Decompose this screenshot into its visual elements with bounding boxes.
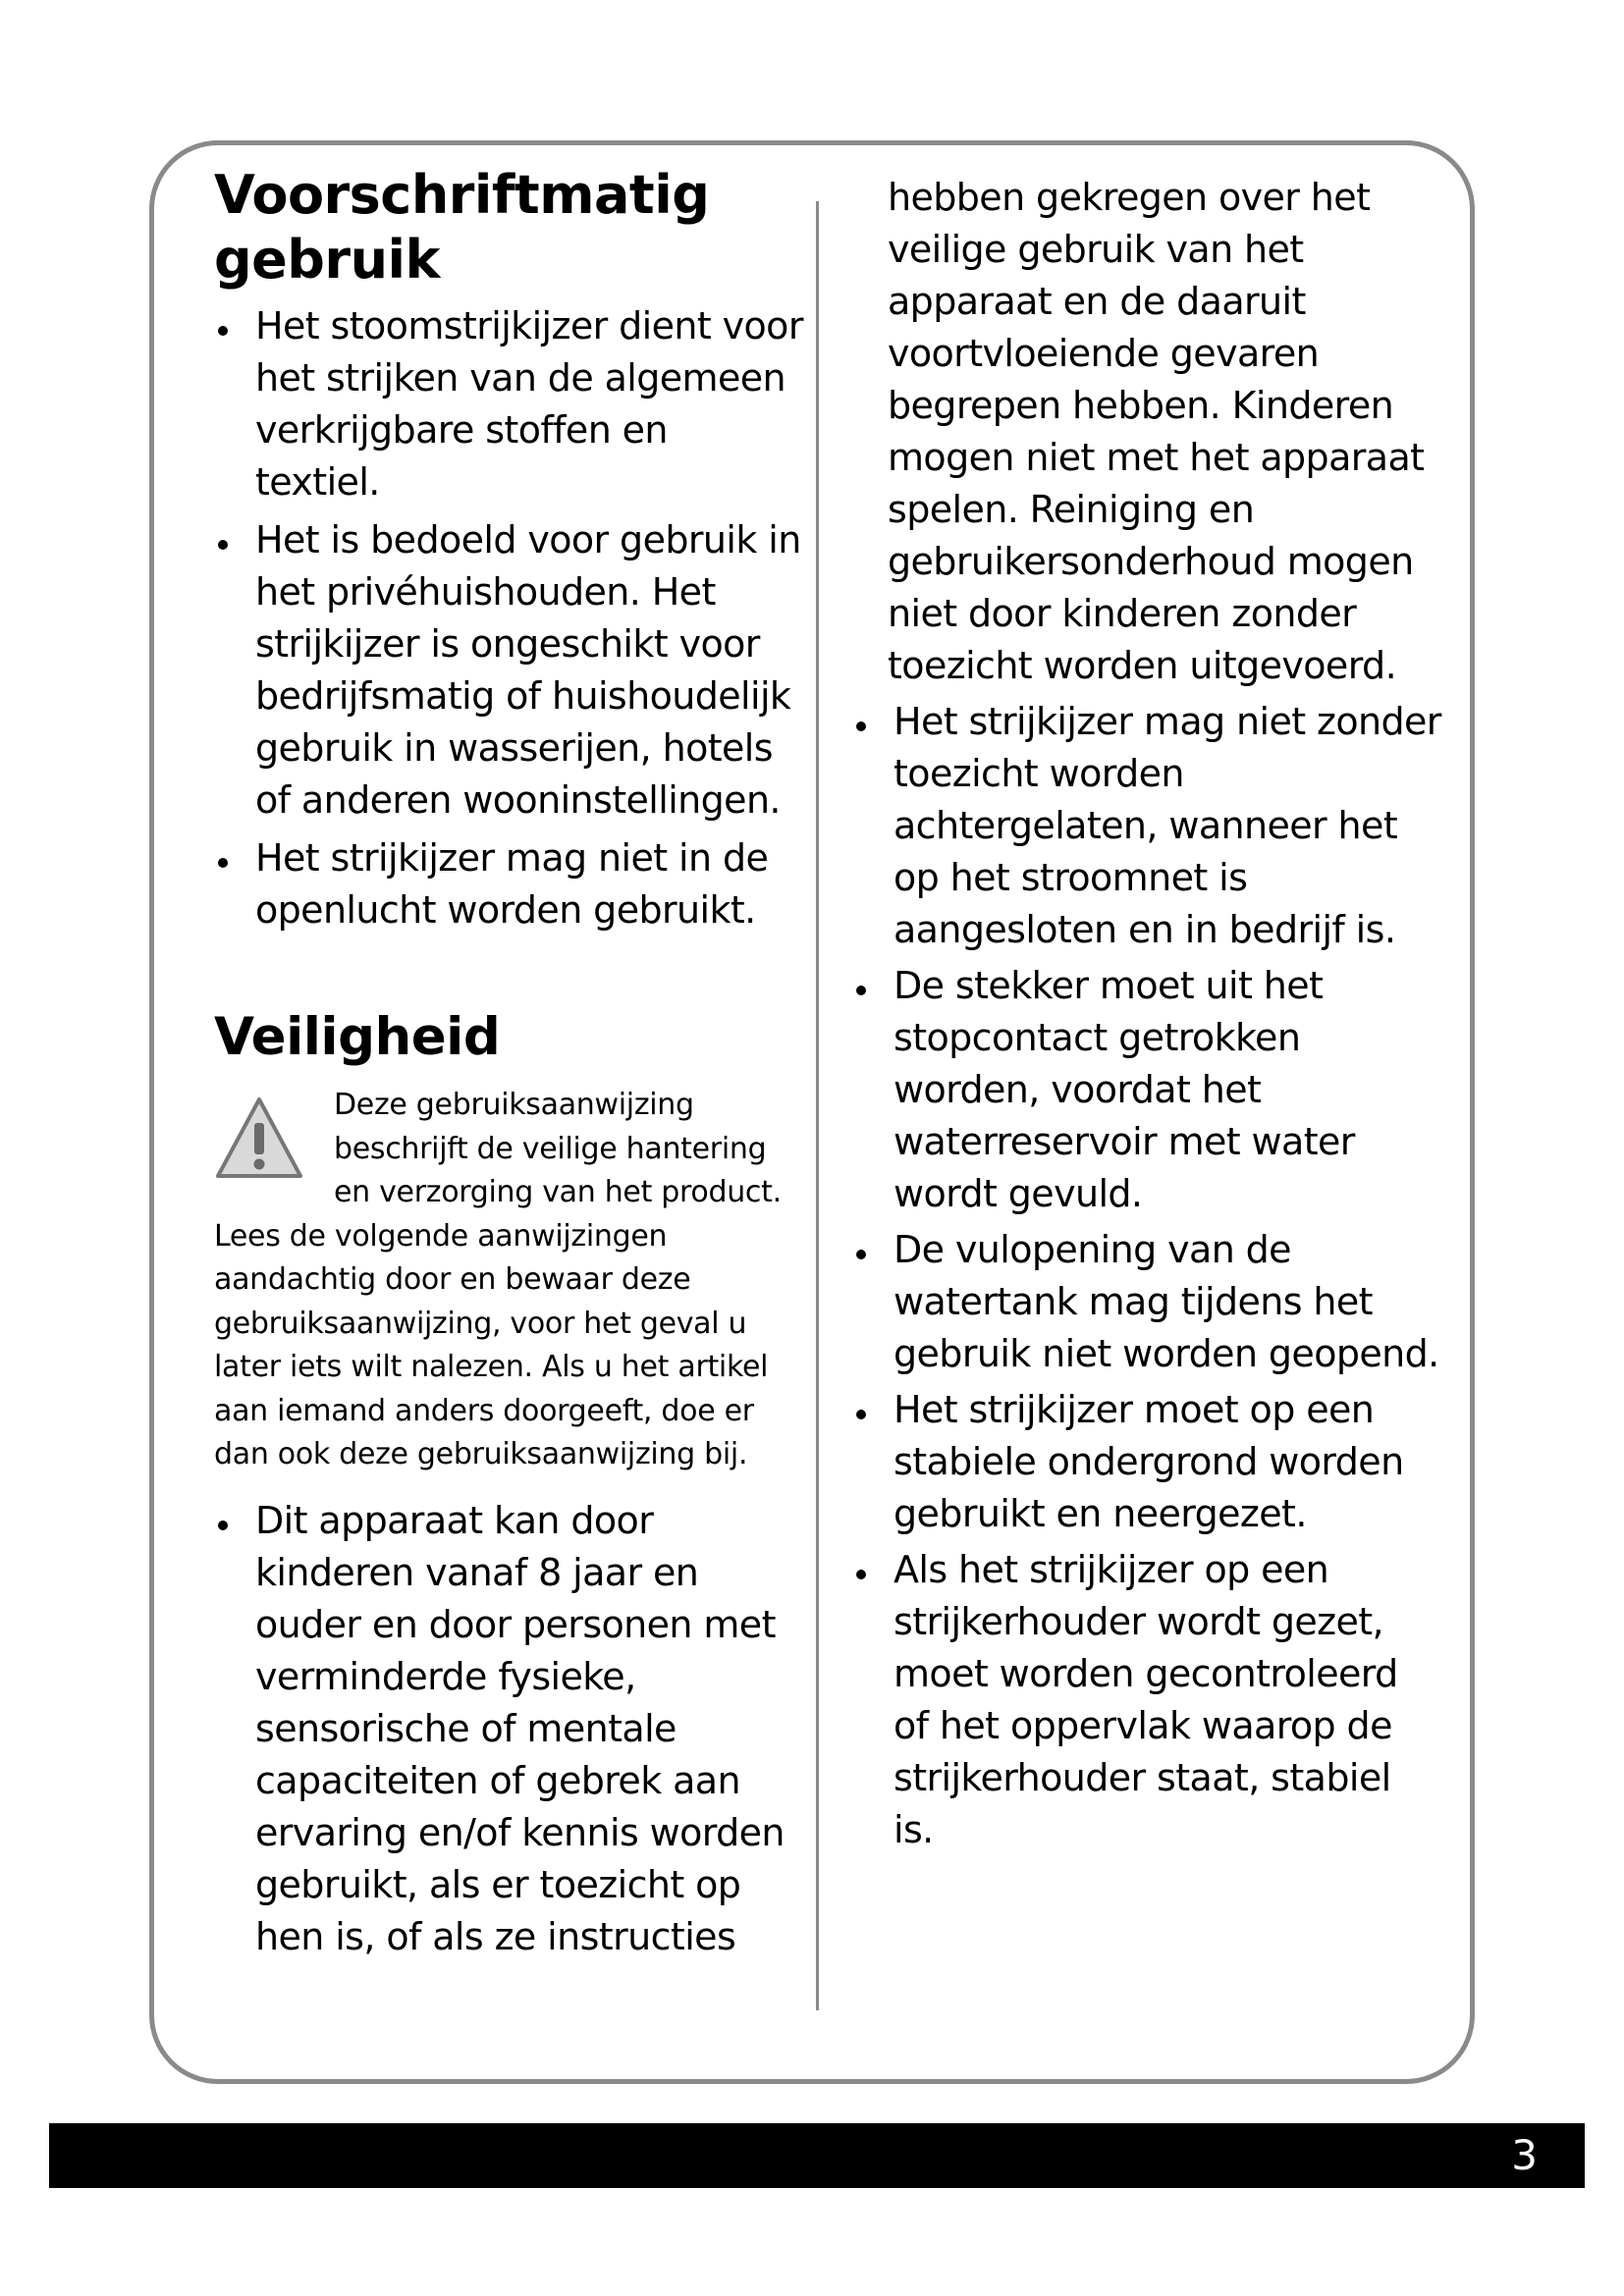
continued-paragraph: hebben gekregen over het veilige gebruik van het apparaat en de daaruit voortvloeiende gevaren begrepen hebben. Kinderen mogen niet met het apparaat spelen. Reiniging en gebruikersonderhoud mogen niet door kinderen zonder toezicht worden uitgevoerd. xyxy=(888,176,1425,687)
list-item: Het stoomstrijkijzer dient voor het strijken van de algemeen verkrijgbare stoffen en textiel. xyxy=(214,300,803,508)
list-item: De stekker moet uit het stopcontact getrokken worden, voordat het waterreservoir met water wordt gevuld. xyxy=(852,960,1441,1220)
list-item: Dit apparaat kan door kinderen vanaf 8 jaar en ouder en door personen met verminderde fysieke, sensorische of mentale capaciteiten of gebrek aan ervaring en/of kennis worden gebruikt, als er toezicht op hen is, of als ze instructies xyxy=(214,1495,803,1963)
safety-list-right xyxy=(852,696,1441,1856)
safety-heading: Veiligheid xyxy=(214,1007,501,1067)
list-item: Het strijkijzer mag niet in de openlucht worden gebruikt. xyxy=(214,832,803,936)
warning-triangle-icon xyxy=(214,1095,304,1180)
usage-heading: Voorschriftmatig gebruik xyxy=(214,164,710,291)
list-item: Het strijkijzer mag niet zonder toezicht worden achtergelaten, wanneer het op het stroomnet is aangesloten en in bedrijf is. xyxy=(852,696,1441,956)
list-item: Als het strijkijzer op een strijkerhouder wordt gezet, moet worden gecontroleerd of het oppervlak waarop de strijkerhouder staat, stabiel is. xyxy=(852,1544,1441,1856)
footer-bar xyxy=(49,2123,1585,2188)
list-item: Het strijkijzer moet op een stabiele ondergrond worden gebruikt en neergezet. xyxy=(852,1384,1441,1540)
page-number: 3 xyxy=(1511,2131,1538,2179)
right-column xyxy=(852,172,1441,1856)
usage-list xyxy=(214,300,803,936)
safety-intro-text: Deze gebruiksaanwijzing beschrijft de veilige hantering en verzorging van het product. Lees de volgende aanwijzingen aandachtig door en bewaar deze gebruiksaanwijzing, voor het geval u later iets wilt nalezen. Als u het artikel aan iemand anders doorgeeft, doe er dan ook deze gebruiksaanwijzing bij. xyxy=(214,1088,782,1471)
safety-intro-block xyxy=(214,1084,803,1477)
list-item: Het is bedoeld voor gebruik in het privéhuishouden. Het strijkijzer is ongeschikt voor bedrijfsmatig of huishoudelijk gebruik in wasserijen, hotels of anderen wooninstellingen. xyxy=(214,514,803,827)
safety-list-left xyxy=(214,1495,803,1963)
column-divider xyxy=(816,201,819,2010)
list-item: De vulopening van de watertank mag tijdens het gebruik niet worden geopend. xyxy=(852,1224,1441,1380)
left-column xyxy=(214,163,803,1963)
